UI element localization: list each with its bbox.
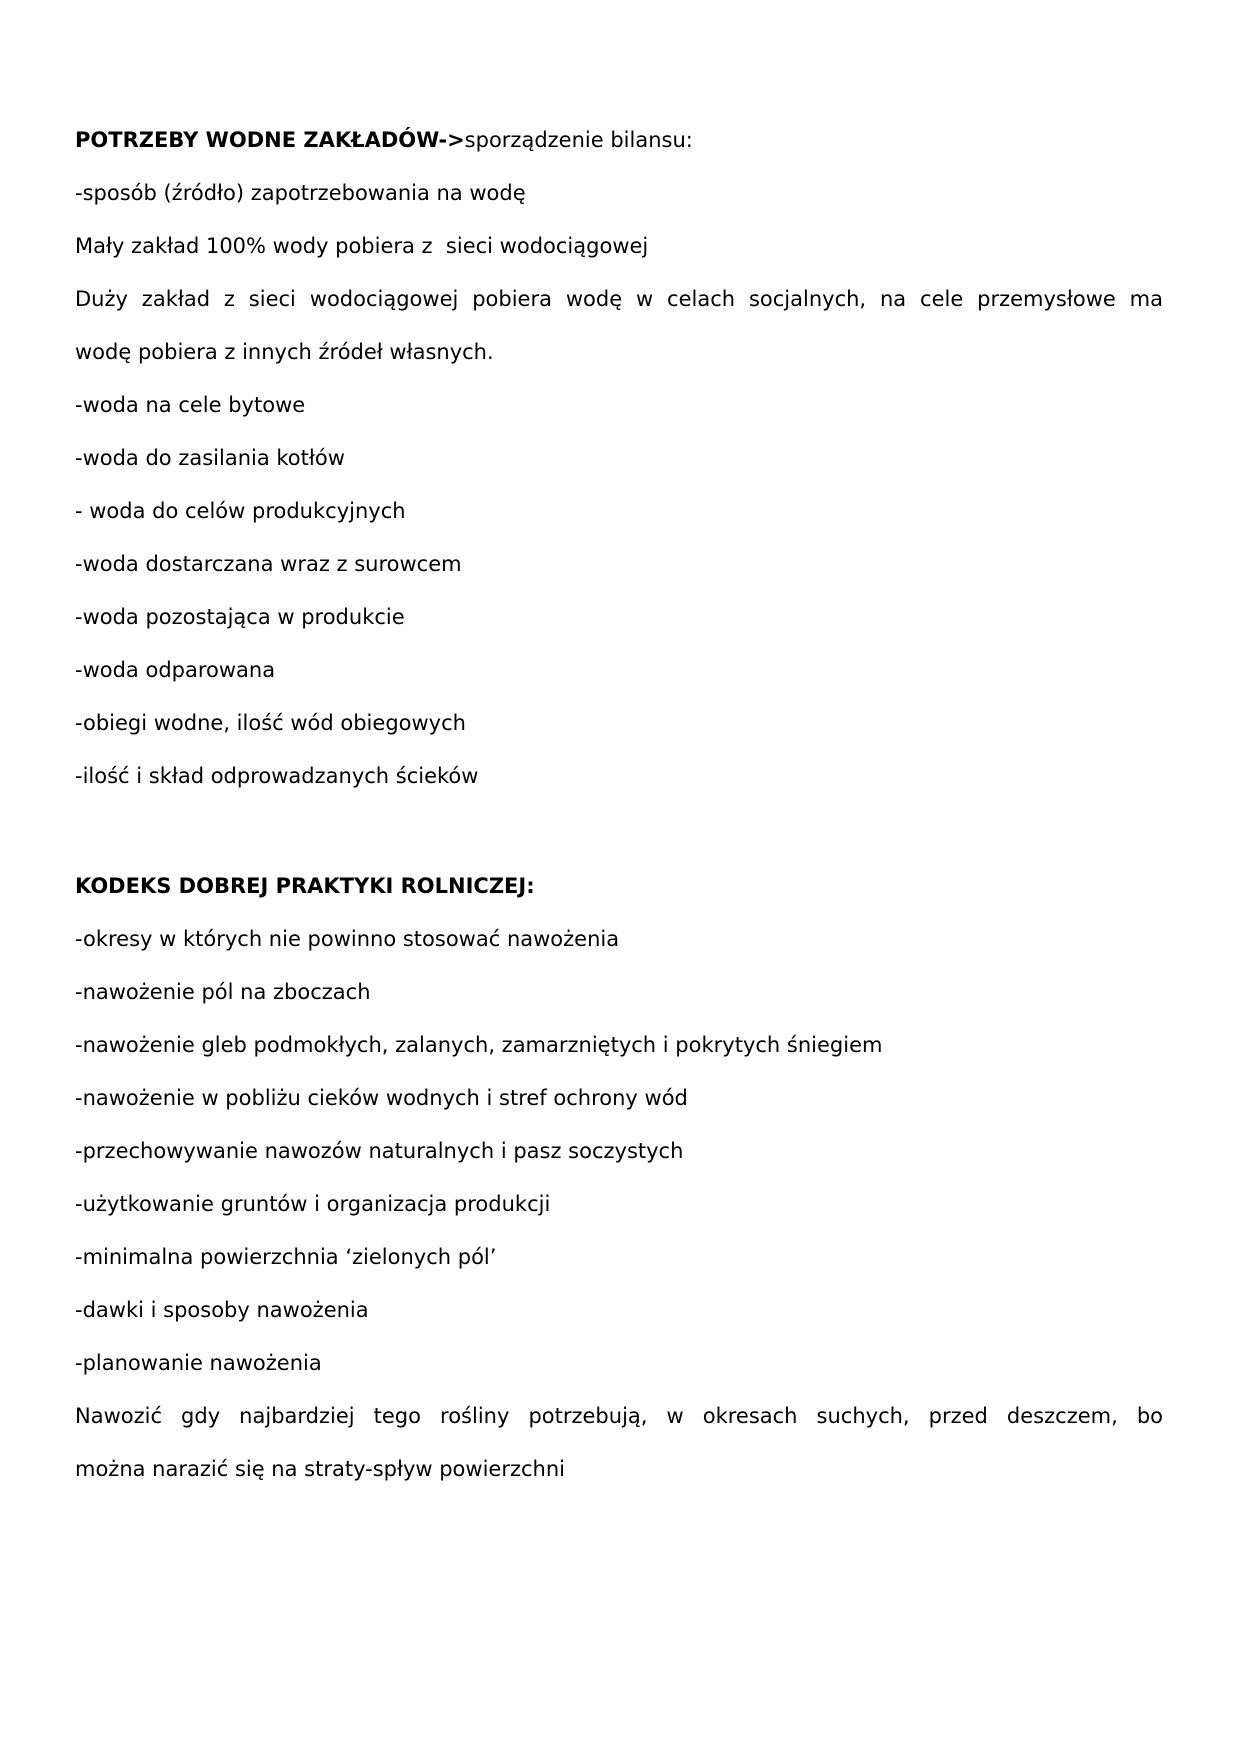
list-item: -woda na cele bytowe — [75, 393, 306, 417]
section1-heading-bold: POTRZEBY WODNE ZAKŁADÓW-> — [75, 128, 465, 152]
section1-heading — [75, 126, 693, 154]
list-item: - woda do celów produkcyjnych — [75, 499, 406, 523]
section2-paragraph-line-1: Nawozić gdy najbardziej tego rośliny potrzebują, w okresach suchych, przed deszczem, bo — [75, 1404, 1163, 1428]
list-item: -dawki i sposoby nawożenia — [75, 1298, 369, 1322]
list-item: -woda odparowana — [75, 658, 276, 682]
list-item: -planowanie nawożenia — [75, 1351, 322, 1375]
list-item: -minimalna powierzchnia ‘zielonych pól’ — [75, 1245, 497, 1269]
list-item: -nawożenie gleb podmokłych, zalanych, zamarzniętych i pokrytych śniegiem — [75, 1033, 883, 1057]
section1-line-source: -sposób (źródło) zapotrzebowania na wodę — [75, 181, 526, 205]
section1-line-small-plant: Mały zakład 100% wody pobiera z sieci wodociągowej — [75, 234, 649, 258]
list-item: -obiegi wodne, ilość wód obiegowych — [75, 711, 466, 735]
list-item: -ilość i skład odprowadzanych ścieków — [75, 764, 479, 788]
list-item: -woda do zasilania kotłów — [75, 446, 345, 470]
section1-paragraph-line-2: wodę pobiera z innych źródeł własnych. — [75, 340, 494, 364]
section2-heading: KODEKS DOBREJ PRAKTYKI ROLNICZEJ: — [75, 874, 535, 898]
list-item: -okresy w których nie powinno stosować nawożenia — [75, 927, 620, 951]
section1-heading-rest: sporządzenie bilansu: — [464, 128, 693, 152]
list-item: -przechowywanie nawozów naturalnych i pasz soczystych — [75, 1139, 684, 1163]
list-item: -woda dostarczana wraz z surowcem — [75, 552, 462, 576]
section1-paragraph-line-1: Duży zakład z sieci wodociągowej pobiera wodę w celach socjalnych, na cele przemysłowe ma — [75, 287, 1163, 311]
section2-paragraph-line-2: można narazić się na straty-spływ powierzchni — [75, 1457, 565, 1481]
list-item: -woda pozostająca w produkcie — [75, 605, 405, 629]
list-item: -użytkowanie gruntów i organizacja produkcji — [75, 1192, 551, 1216]
list-item: -nawożenie pól na zboczach — [75, 980, 371, 1004]
list-item: -nawożenie w pobliżu cieków wodnych i stref ochrony wód — [75, 1086, 688, 1110]
